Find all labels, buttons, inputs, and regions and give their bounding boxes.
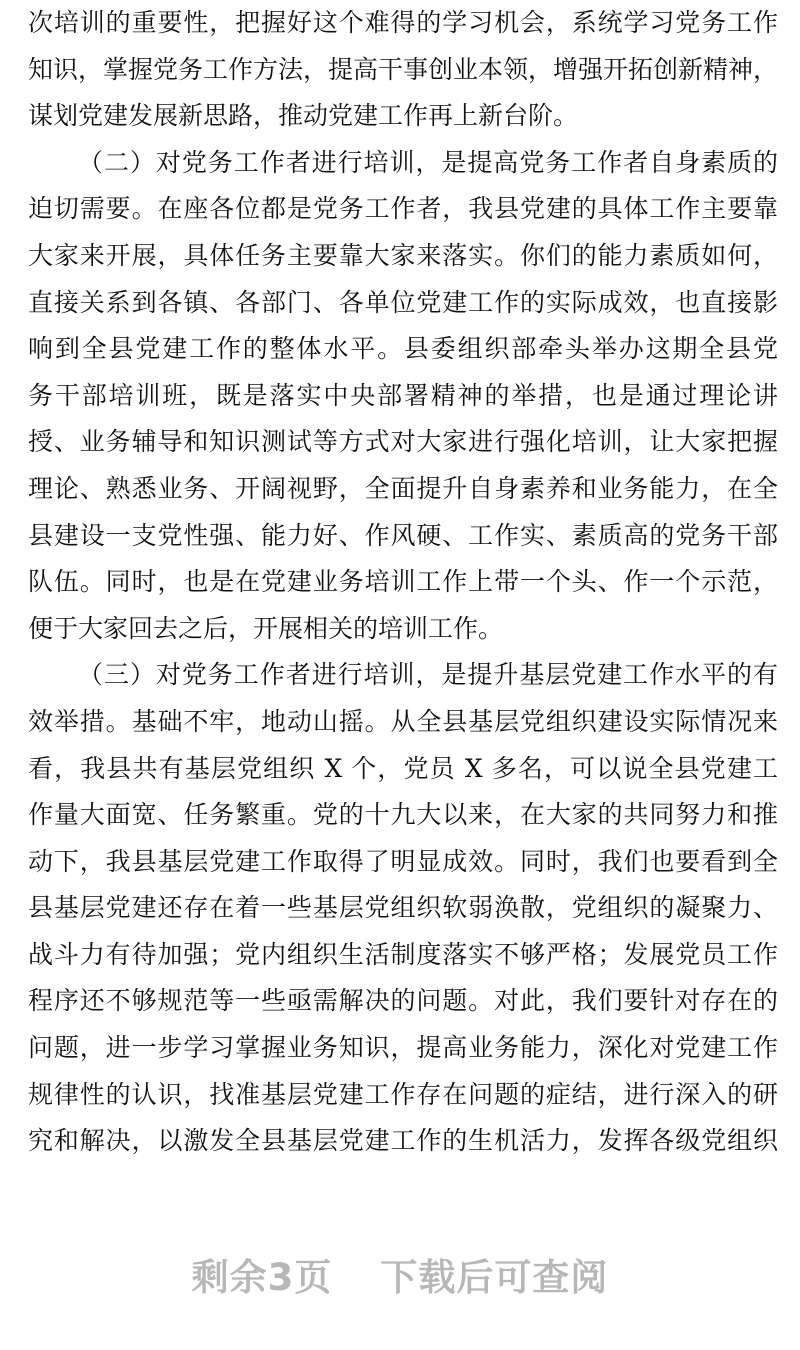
text-line: 次培训的重要性，把握好这个难得的学习机会，系统学习党务工作 xyxy=(28,8,778,37)
text-line: 授、业务辅导和知识测试等方式对大家进行强化培训，让大家把握 xyxy=(28,427,778,457)
text-line: 理论、熟悉业务、开阔视野，全面提升自身素养和业务能力，在全 xyxy=(28,473,778,503)
text-line: 直接关系到各镇、各部门、各单位党建工作的实际成效，也直接影 xyxy=(28,287,778,317)
text-line: 动下，我县基层党建工作取得了明显成效。同时，我们也要看到全 xyxy=(28,846,778,876)
text-line: 大家来开展，具体任务主要靠大家来落实。你们的能力素质如何， xyxy=(28,240,778,270)
text-line: 效举措。基础不牢，地动山摇。从全县基层党组织建设实际情况来 xyxy=(28,706,778,736)
text-line: 县建设一支党性强、能力好、作风硬、工作实、素质高的党务干部 xyxy=(28,520,778,550)
download-banner[interactable] xyxy=(0,1246,800,1302)
text-line: 程序还不够规范等一些亟需解决的问题。对此，我们要针对存在的 xyxy=(28,986,778,1016)
text-line: 队伍。同时，也是在党建业务培训工作上带一个头、作一个示范， xyxy=(28,567,778,597)
text-line: 究和解决，以激发全县基层党建工作的生机活力，发挥各级党组织 xyxy=(28,1126,778,1156)
download-prompt-label: 下载后可查阅 xyxy=(380,1256,609,1299)
text-line: 看，我县共有基层党组织 X 个，党员 X 多名，可以说全县党建工 xyxy=(28,753,778,783)
remaining-pages-label: 剩余3页 xyxy=(191,1256,333,1299)
text-line: 县基层党建还存在着一些基层党组织软弱涣散，党组织的凝聚力、 xyxy=(28,893,778,923)
text-line: 谋划党建发展新思路，推动党建工作再上新台阶。 xyxy=(28,101,579,131)
text-line: 作量大面宽、任务繁重。党的十九大以来，在大家的共同努力和推 xyxy=(28,800,778,830)
text-line: 响到全县党建工作的整体水平。县委组织部牵头举办这期全县党 xyxy=(28,334,778,364)
document-body xyxy=(28,0,778,1165)
text-line: 便于大家回去之后，开展相关的培训工作。 xyxy=(28,613,504,643)
paragraph-2-start: （二）对党务工作者进行培训，是提高党务工作者自身素质的 xyxy=(78,147,778,177)
text-line: 战斗力有待加强；党内组织生活制度落实不够严格；发展党员工作 xyxy=(28,939,778,969)
text-line: 迫切需要。在座各位都是党务工作者，我县党建的具体工作主要靠 xyxy=(28,194,778,224)
text-line: 问题，进一步学习掌握业务知识，提高业务能力，深化对党建工作 xyxy=(28,1033,778,1063)
paragraph-3-start: （三）对党务工作者进行培训，是提升基层党建工作水平的有 xyxy=(78,660,778,690)
text-line: 规律性的认识，找准基层党建工作存在问题的症结，进行深入的研 xyxy=(28,1079,778,1109)
text-line: 务干部培训班，既是落实中央部署精神的举措，也是通过理论讲 xyxy=(28,380,778,410)
text-line: 知识，掌握党务工作方法，提高干事创业本领，增强开拓创新精神， xyxy=(28,54,778,84)
